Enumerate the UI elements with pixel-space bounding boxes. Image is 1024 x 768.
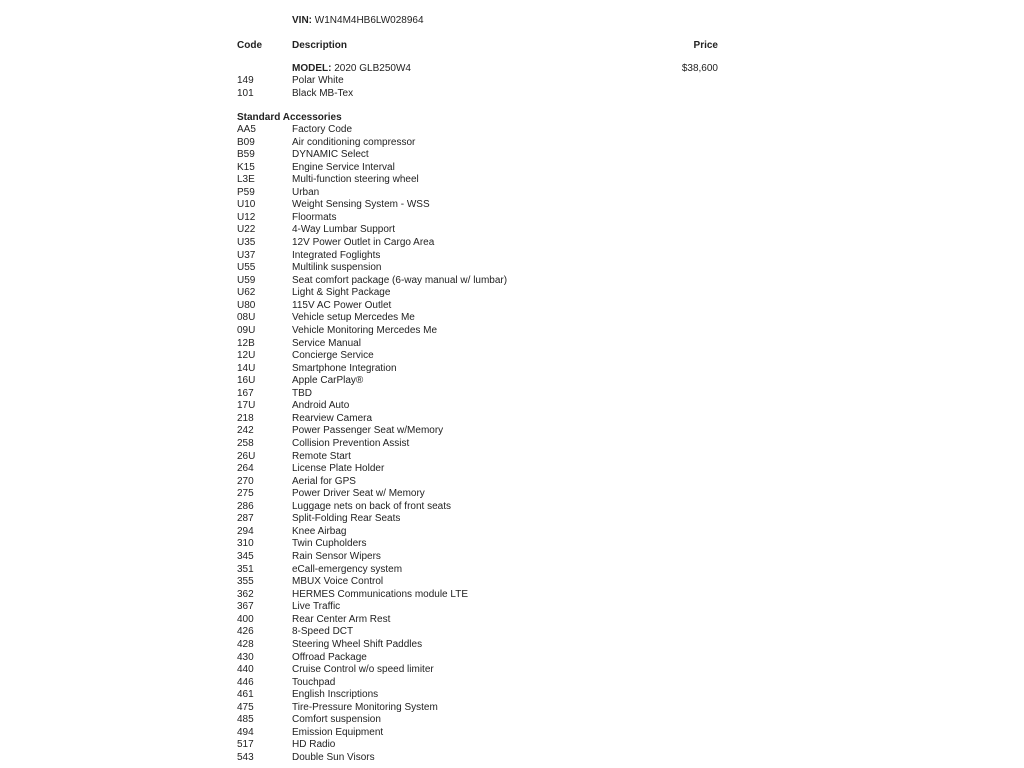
item-code: 258 [237,438,254,449]
item-code: 310 [237,538,254,550]
item-description: Comfort suspension [292,714,381,726]
item-description: Weight Sensing System - WSS [292,199,430,211]
item-description: Rain Sensor Wipers [292,551,381,563]
item-code: 355 [237,576,254,588]
item-code: 12U [237,350,256,362]
model-value: 2020 GLB250W4 [334,63,411,74]
item-code: 149 [237,75,254,86]
item-code: U55 [237,262,256,274]
item-description: Concierge Service [292,350,374,362]
item-description: Polar White [292,75,344,86]
item-description: Offroad Package [292,651,367,663]
item-description: Aerial for GPS [292,475,356,487]
item-description: Split-Folding Rear Seats [292,513,401,525]
item-description: Vehicle setup Mercedes Me [292,312,415,324]
item-description: eCall-emergency system [292,563,403,575]
vin-line [292,15,424,27]
item-code: 101 [237,87,254,99]
item-description: DYNAMIC Select [292,149,369,161]
item-description: License Plate Holder [292,463,385,475]
column-header-code: Code [237,40,262,51]
item-description: Smartphone Integration [292,362,397,374]
item-code: 242 [237,425,254,437]
item-code: 517 [237,739,254,751]
item-description: 12V Power Outlet in Cargo Area [292,237,435,249]
model-price: $38,600 [681,63,718,74]
item-code: 09U [237,324,256,336]
item-description: Factory Code [292,124,353,135]
item-description: Tire-Pressure Monitoring System [292,701,438,713]
item-code: 362 [237,588,254,600]
item-description: MBUX Voice Control [292,576,384,588]
item-code: 426 [237,626,254,638]
item-code: 494 [237,726,254,738]
vin-label: VIN: [292,15,312,26]
model-label: MODEL: [292,63,332,74]
item-description: Android Auto [292,400,350,412]
item-code: K15 [237,161,255,173]
item-description: Touchpad [292,676,336,688]
item-code: U22 [237,224,256,236]
item-description: Rearview Camera [292,412,373,424]
item-description: Light & Sight Package [292,287,391,299]
item-code: U62 [237,287,256,299]
item-description: Engine Service Interval [292,161,395,173]
item-description: Urban [292,186,320,198]
item-description: Double Sun Visors [292,752,375,763]
item-description: 4-Way Lumbar Support [292,224,396,236]
item-description: Collision Prevention Assist [292,438,410,449]
item-code: 367 [237,601,254,613]
item-description: Twin Cupholders [292,538,367,550]
item-code: AA5 [237,124,256,135]
item-description: Power Driver Seat w/ Memory [292,488,425,500]
item-code: U35 [237,237,256,249]
item-description: Remote Start [292,450,351,462]
item-description: 115V AC Power Outlet [292,299,392,311]
item-description: HERMES Communications module LTE [292,588,468,600]
item-description: HD Radio [292,739,336,751]
item-code: 275 [237,488,254,500]
item-description: Emission Equipment [292,726,384,738]
item-code: 218 [237,412,254,424]
column-header-description: Description [292,40,348,51]
item-code: 286 [237,500,254,512]
item-code: 543 [237,752,254,763]
item-description: Multilink suspension [292,262,382,274]
item-code: B09 [237,136,255,148]
item-description: Cruise Control w/o speed limiter [292,664,434,676]
item-description: Floormats [292,211,337,223]
item-code: 446 [237,676,254,688]
item-code: U59 [237,274,256,286]
item-code: 17U [237,400,256,412]
model-line [292,63,411,75]
item-code: 345 [237,551,254,563]
item-code: U12 [237,211,256,223]
section-title-standard-accessories: Standard Accessories [237,112,342,123]
item-code: 294 [237,525,254,537]
item-code: 428 [237,638,254,650]
item-code: 400 [237,613,254,625]
item-code: U80 [237,299,256,311]
item-description: English Inscriptions [292,689,379,701]
item-description: 8-Speed DCT [292,626,354,638]
item-code: 440 [237,664,254,676]
item-code: 430 [237,651,254,663]
item-code: U37 [237,249,256,261]
item-code: P59 [237,186,255,198]
item-code: 167 [237,387,254,399]
item-code: L3E [237,174,255,186]
item-description: Vehicle Monitoring Mercedes Me [292,324,438,336]
item-code: 461 [237,689,254,701]
item-code: 264 [237,463,254,475]
item-code: 16U [237,375,256,387]
item-description: TBD [292,387,312,399]
item-description: Air conditioning compressor [292,136,416,148]
item-description: Integrated Foglights [292,249,381,261]
vin-value: W1N4M4HB6LW028964 [314,15,424,26]
item-code: 485 [237,714,254,726]
column-header-price: Price [693,40,718,51]
item-code: 14U [237,362,256,374]
item-description: Apple CarPlay® [292,375,364,387]
item-code: 287 [237,513,254,525]
item-description: Multi-function steering wheel [292,174,419,186]
item-code: 475 [237,701,254,713]
item-code: 08U [237,312,256,324]
item-code: B59 [237,149,255,161]
item-code: 26U [237,450,256,462]
item-description: Service Manual [292,337,361,349]
item-description: Steering Wheel Shift Paddles [292,638,423,650]
item-description: Knee Airbag [292,525,347,537]
item-code: 270 [237,475,254,487]
item-description: Luggage nets on back of front seats [292,500,451,512]
item-description: Rear Center Arm Rest [292,613,391,625]
item-description: Black MB-Tex [292,87,354,99]
item-description: Seat comfort package (6-way manual w/ lumbar) [292,274,508,286]
item-code: U10 [237,199,256,211]
item-description: Live Traffic [292,601,341,613]
item-code: 351 [237,563,254,575]
item-code: 12B [237,337,255,349]
item-description: Power Passenger Seat w/Memory [292,425,444,437]
